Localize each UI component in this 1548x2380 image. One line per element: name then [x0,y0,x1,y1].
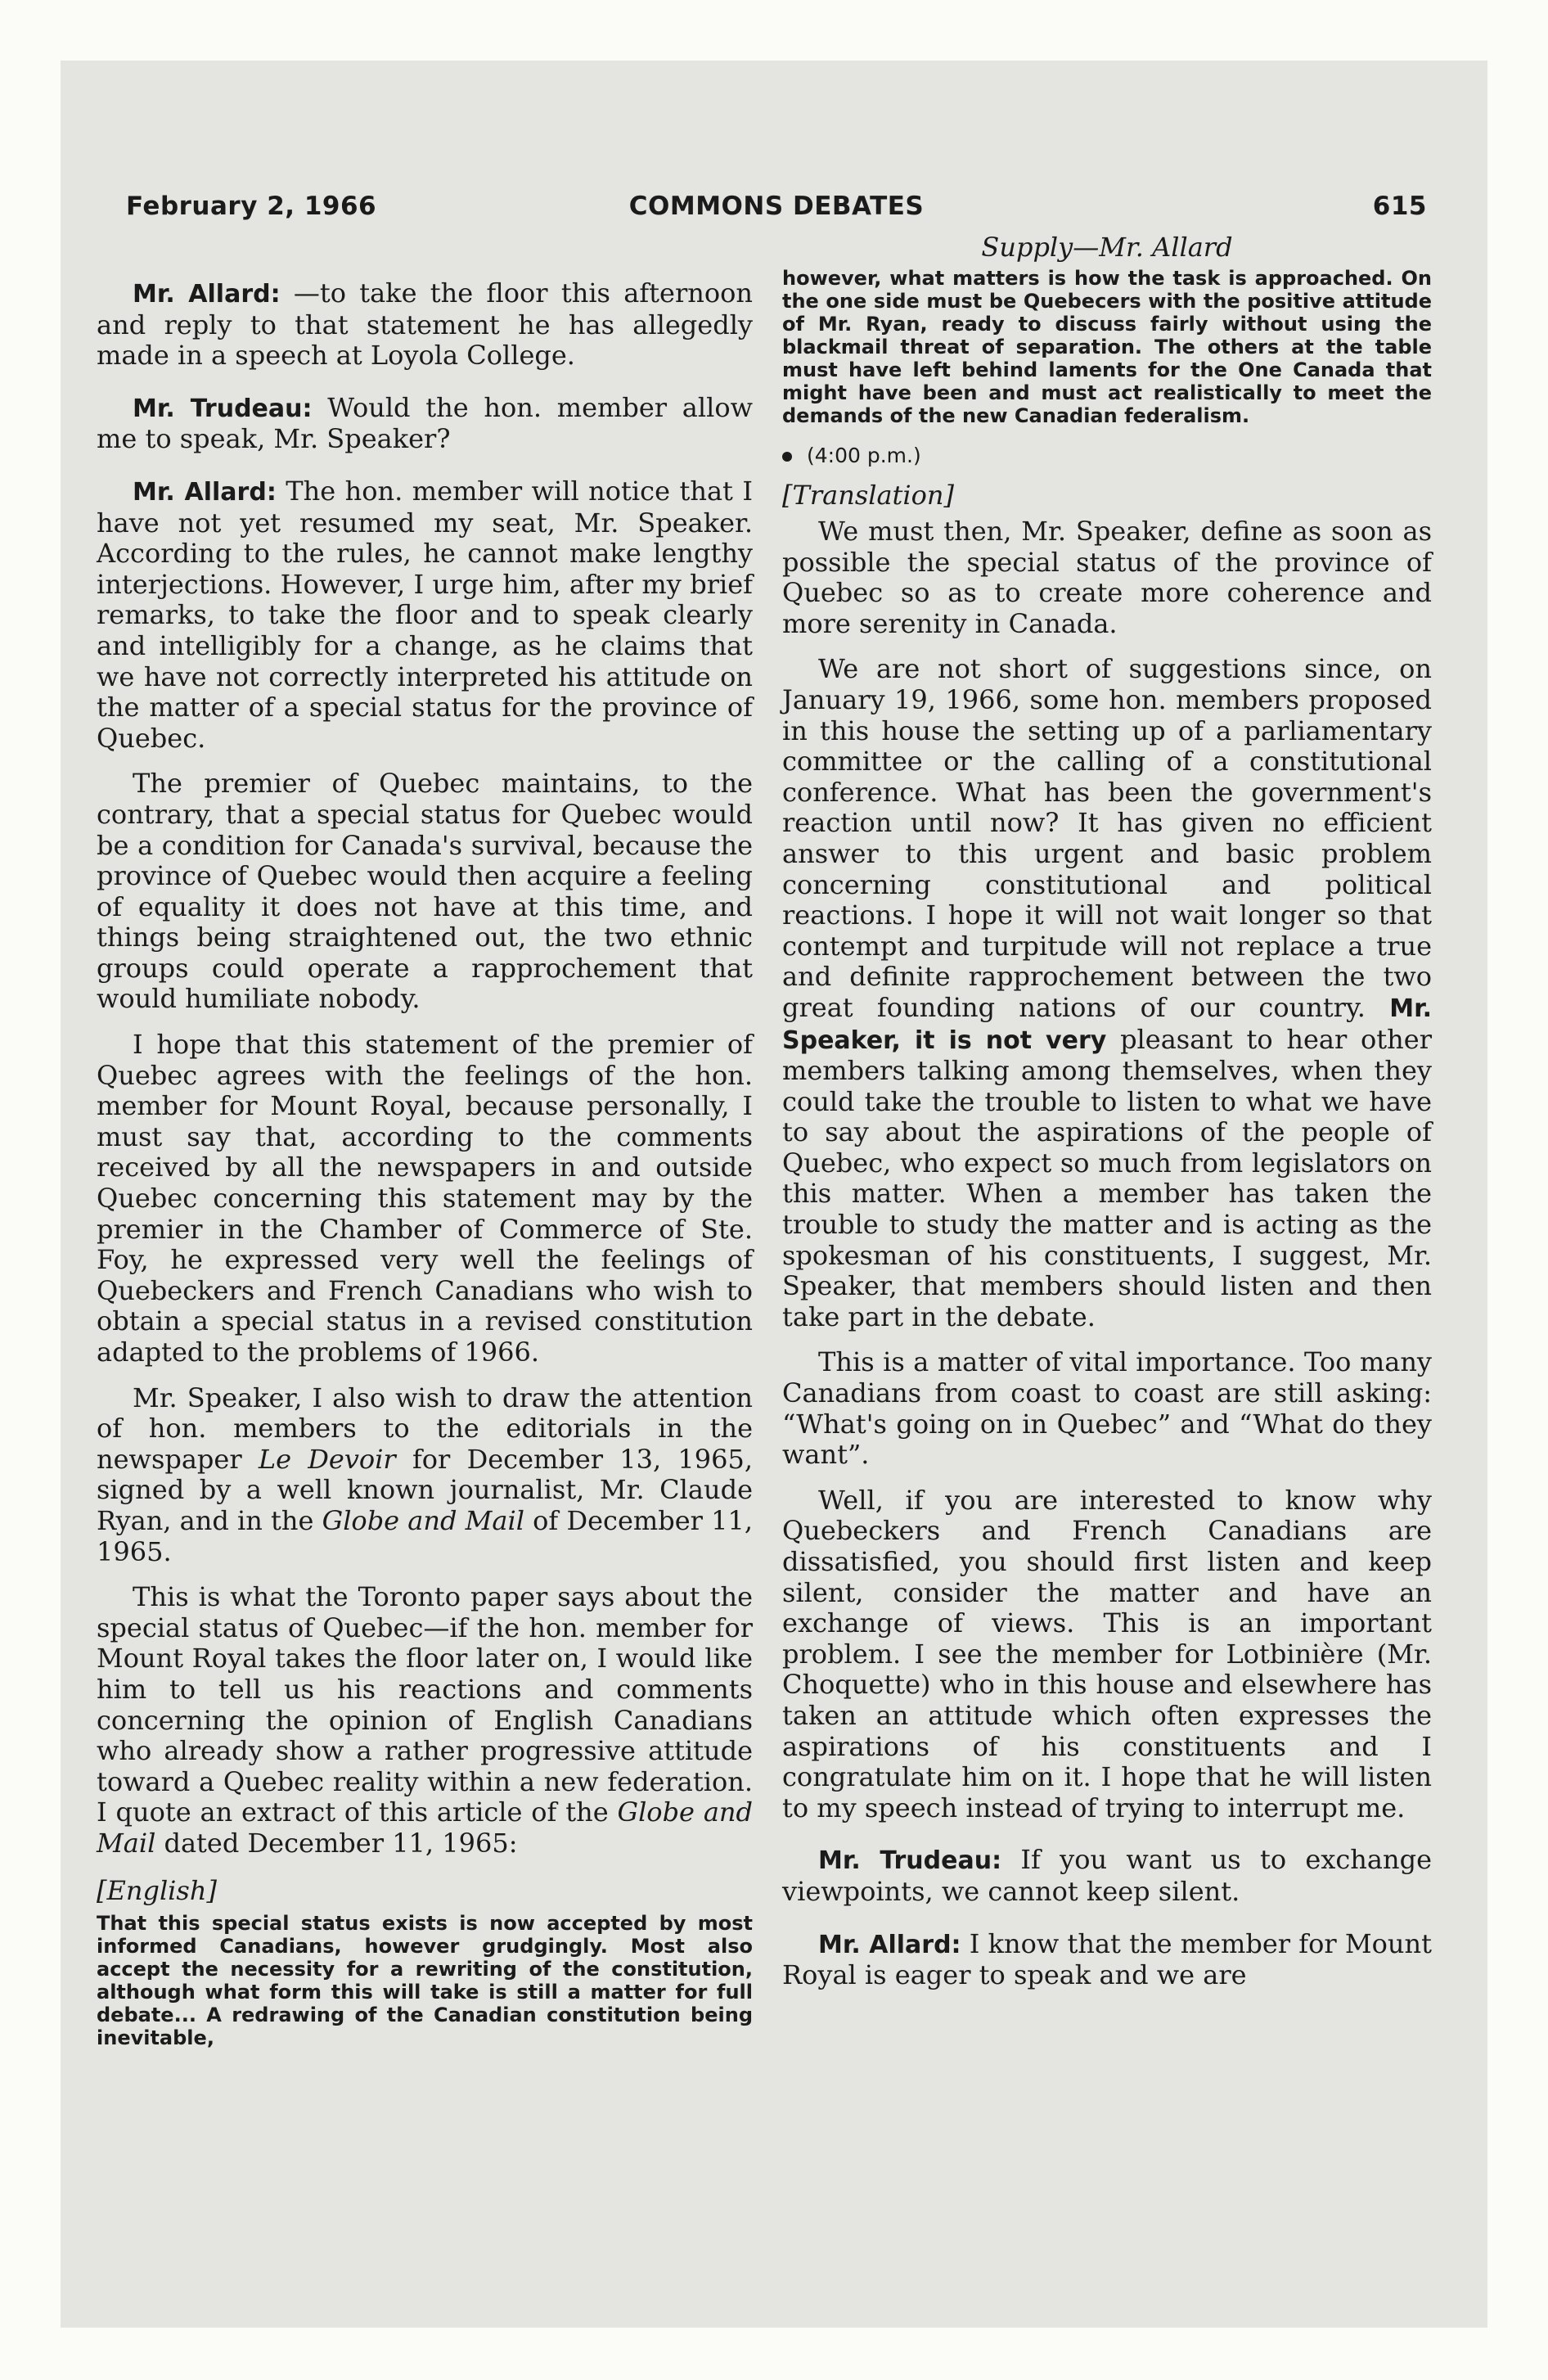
paragraph: I hope that this statement of the premier of Quebec agrees with the feelings of the hon. member for Mount Royal, because personally, I must say that, according to the comments received by all the newspapers in and outside Quebec concerning this statement may by the premier in the Chamber of Commerce of Ste. Foy, he expressed very well the feelings of Quebeckers and French Canadians who wish to obtain a special status in a revised constitution adapted to the problems of 1966. [97,1029,753,1368]
speech-text: I know that the member for Mount Royal is eager to speak and we are [782,1927,1432,1991]
text-run: of December 11, 1965. [97,1504,754,1567]
paragraph [782,654,1432,1332]
paragraph [97,393,753,455]
paragraph: The premier of Quebec maintains, to the contrary, that a special status for Quebec would be a condition for Canada's survival, because the province of Quebec would then acquire a feeling of equality it does not have at this time, and things being straightened out, the two ethnic groups could operate a rapprochement that would humiliate nobody. [97,768,753,1015]
bold-text-run: Mr. Speaker, it is not very [782,994,1432,1055]
speech-text: The hon. member will notice that I have not yet resumed my seat, Mr. Speaker. According to the rules, he cannot make lengthy interjections. However, I urge him, after my brief remarks, to take the floor and to speak clearly and intelligibly for a change, as he claims that we have not correctly interpreted his attitude on the matter of a special status for the province of Quebec. [97,475,754,754]
text-run: We are not short of suggestions since, on January 19, 1966, some hon. members proposed in this house the setting up of a parliamentary committee or the calling of a constitutional conference. What has been the government's reaction until now? It has given no efficient answer to this urgent and basic problem concerning constitutional and political reactions. I hope it will not wait longer so that contempt and turpitude will not replace a true and definite rapprochement between the two great founding nations of our country. [782,653,1432,1023]
quoted-extract: That this special status exists is now accepted by most informed Canadians, however grudgingly. Most also accept the necessity for a rewriting of the constitution, although what form this will take is still a matter for full debate... A redrawing of the Canadian constitution being inevitable, [97,1911,753,2049]
text-run: pleasant to hear other members talking among themselves, when they could take the trouble to listen to what we have to say about the aspirations of the people of Quebec, who expect so much from legislators on this matter. When a member has taken the trouble to study the matter and is acting as the spokesman of his constituents, I suggest, Mr. Speaker, that members should listen and then take part in the debate. [782,1023,1432,1332]
speaker-name: Mr. Allard: [818,1930,961,1959]
newspaper-name: Le Devoir [258,1443,396,1475]
speech-text: Would the hon. member allow me to speak, Mr. Speaker? [97,391,754,455]
right-column [782,231,1432,1991]
language-label: [Translation] [782,480,954,511]
quoted-extract: however, what matters is how the task is approached. On the one side must be Quebecers with the positive attitude of Mr. Ryan, ready to discuss fairly without using the blackmail threat of separation. The others at the table must have left behind laments for the One Canada that might have been and must act realistically to meet the demands of the new Canadian federalism. [782,267,1432,427]
time-text: (4:00 p.m.) [807,444,921,467]
paragraph: This is a matter of vital importance. Too many Canadians from coast to coast are still asking: “What's going on in Quebec” and “What do they want”. [782,1346,1432,1471]
left-column [97,278,753,2049]
paragraph [97,1582,753,1859]
page-number: 615 [1372,192,1427,221]
header-date: February 2, 1966 [126,192,377,221]
speech-text: —to take the floor this afternoon and reply to that statement he has allegedly made in a speech at Loyola College. [97,277,754,372]
speaker-name: Mr. Trudeau: [818,1846,1002,1876]
speech-text: If you want us to exchange viewpoints, we cannot keep silent. [782,1844,1433,1907]
time-marker [782,444,1432,467]
newspaper-name: Globe and Mail [322,1504,524,1536]
paragraph: We must then, Mr. Speaker, define as soon as possible the special status of the province of Quebec so as to create more coherence and more serenity in Canada. [782,516,1432,639]
paragraph [97,476,753,754]
speaker-name: Mr. Allard: [133,477,277,507]
bullet-icon [782,452,792,462]
speaker-name: Mr. Trudeau: [133,394,313,423]
newspaper-name: Globe and Mail [97,1796,754,1859]
text-run: Mr. Speaker, I also wish to draw the attention of hon. members to the editorials in the newspaper [97,1382,753,1475]
paragraph [782,1929,1432,1991]
paragraph: Well, if you are interested to know why Quebeckers and French Canadians are dissatisfied, you should first listen and keep silent, consider the matter and have an exchange of views. This is an important problem. I see the member for Lotbinière (Mr. Choquette) who in this house and elsewhere has taken an attitude which often expresses the aspirations of his constituents and I congratulate him on it. I hope that he will listen to my speech instead of trying to interrupt me. [782,1484,1432,1823]
page-header [126,192,1427,232]
speaker-name: Mr. Allard: [133,280,281,309]
text-run: dated December 11, 1965: [155,1827,518,1859]
running-head: Supply—Mr. Allard [981,232,1233,263]
paragraph [97,278,753,372]
paragraph [97,1383,753,1568]
paragraph [782,1845,1432,1907]
text-run: for December 13, 1965, signed by a well known journalist, Mr. Claude Ryan, and in the [97,1443,754,1536]
text-run: This is what the Toronto paper says about the special status of Quebec—if the hon. member for Mount Royal takes the floor later on, I would like him to tell us his reactions and comments concerning the opinion of English Canadians who already show a rather progressive attitude toward a Quebec reality within a new federation. I quote an extract of this article of the [97,1581,753,1828]
header-title: COMMONS DEBATES [628,192,925,221]
language-label: [English] [97,1874,217,1906]
